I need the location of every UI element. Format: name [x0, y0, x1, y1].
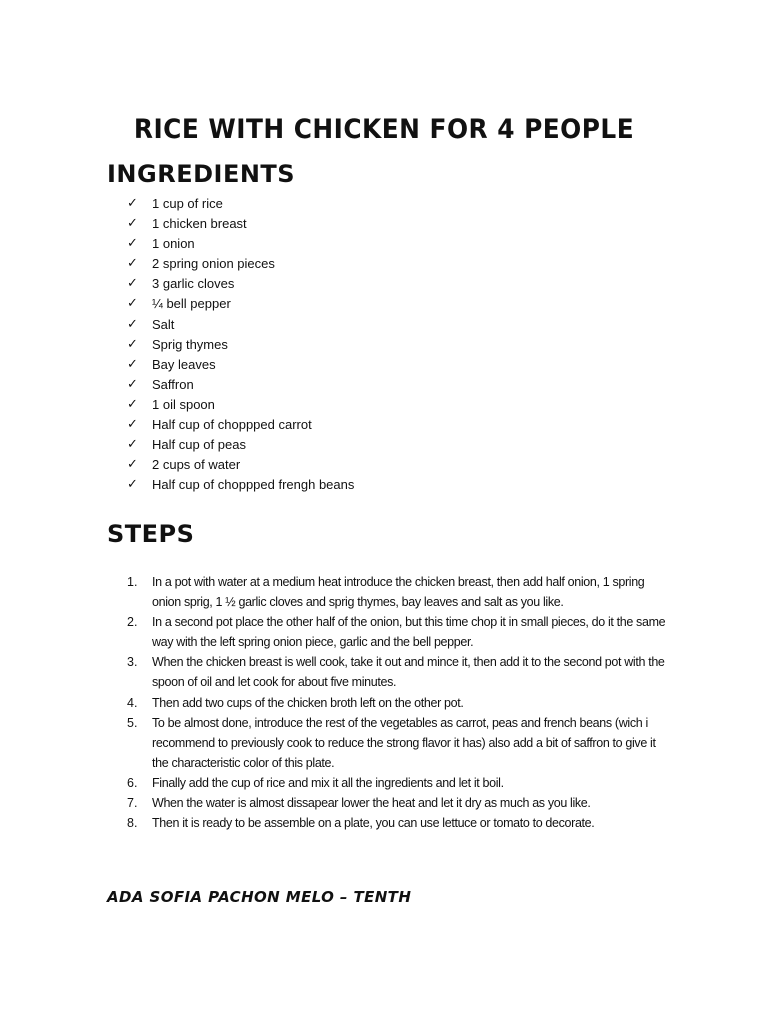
- ingredient-label: Bay leaves: [152, 356, 216, 372]
- list-item: [127, 793, 667, 813]
- list-item: [127, 435, 354, 455]
- list-item: [127, 214, 354, 234]
- step-number: 5.: [127, 715, 138, 730]
- step-number: 7.: [127, 796, 138, 811]
- checkmark-icon: ✓: [127, 316, 138, 332]
- list-item: [127, 315, 354, 335]
- ingredients-heading: INGREDIENTS: [107, 160, 296, 188]
- list-item: [127, 375, 354, 395]
- list-item: [127, 612, 667, 652]
- list-item: [127, 455, 354, 475]
- ingredient-label: ¼ bell pepper: [152, 296, 231, 312]
- step-text: Finally add the cup of rice and mix it all the ingredients and let it boil.: [152, 775, 504, 790]
- step-text: Then it is ready to be assemble on a plate, you can use lettuce or tomato to decorate.: [152, 816, 595, 831]
- step-number: 3.: [127, 655, 138, 670]
- checkmark-icon: ✓: [127, 396, 138, 412]
- checkmark-icon: ✓: [127, 477, 138, 493]
- list-item: [127, 773, 667, 793]
- ingredient-label: 1 chicken breast: [152, 216, 247, 232]
- checkmark-icon: ✓: [127, 376, 138, 392]
- checkmark-icon: ✓: [127, 276, 138, 292]
- steps-heading: STEPS: [107, 520, 195, 548]
- ingredient-label: Salt: [152, 316, 175, 332]
- list-item: [127, 415, 354, 435]
- ingredient-label: 1 onion: [152, 236, 195, 252]
- list-item: [127, 234, 354, 254]
- list-item: [127, 475, 354, 495]
- ingredient-list: [127, 194, 354, 495]
- ingredient-label: Half cup of choppped carrot: [152, 417, 312, 433]
- page-title: RICE WITH CHICKEN FOR 4 PEOPLE: [133, 114, 635, 146]
- checkmark-icon: ✓: [127, 437, 138, 453]
- step-text: In a pot with water at a medium heat introduce the chicken breast, then add half onion, 1 spring onion sprig, 1 ½ garlic cloves and sprig thymes, bay leaves and salt as you like.: [152, 575, 645, 610]
- list-item: [127, 335, 354, 355]
- step-text: To be almost done, introduce the rest of the vegetables as carrot, peas and french beans (wich i recommend to previously cook to reduce the strong flavor it has) also add a bit of saffron to give it the characteristic color of this plate.: [152, 715, 656, 770]
- list-item: [127, 713, 667, 773]
- step-number: 1.: [127, 575, 138, 589]
- checkmark-icon: ✓: [127, 417, 138, 433]
- step-text: When the water is almost dissapear lower the heat and let it dry as much as you like.: [152, 796, 591, 811]
- list-item: [127, 194, 354, 214]
- list-item: [127, 693, 667, 713]
- step-number: 4.: [127, 695, 138, 710]
- checkmark-icon: ✓: [127, 296, 138, 312]
- list-item: [127, 572, 667, 612]
- ingredient-label: Saffron: [152, 376, 194, 392]
- ingredient-label: Half cup of peas: [152, 437, 246, 453]
- list-item: [127, 294, 354, 314]
- ingredient-label: 1 cup of rice: [152, 196, 223, 211]
- step-text: When the chicken breast is well cook, take it out and mince it, then add it to the second pot with the spoon of oil and let cook for about five minutes.: [152, 655, 665, 690]
- list-item: [127, 395, 354, 415]
- step-number: 8.: [127, 816, 138, 831]
- checkmark-icon: ✓: [127, 216, 138, 232]
- list-item: [127, 813, 667, 833]
- ingredient-label: 2 spring onion pieces: [152, 256, 275, 272]
- ingredient-label: Sprig thymes: [152, 336, 228, 352]
- list-item: [127, 274, 354, 294]
- list-item: [127, 254, 354, 274]
- step-text: Then add two cups of the chicken broth left on the other pot.: [152, 695, 464, 710]
- step-text: In a second pot place the other half of the onion, but this time chop it in small pieces, do it the same way with the left spring onion piece, garlic and the bell pepper.: [152, 615, 666, 650]
- checkmark-icon: ✓: [127, 336, 138, 352]
- checkmark-icon: ✓: [127, 457, 138, 473]
- ingredient-label: 2 cups of water: [152, 457, 241, 473]
- ingredient-label: 1 oil spoon: [152, 396, 215, 412]
- step-number: 2.: [127, 615, 138, 630]
- step-list: [127, 572, 667, 833]
- checkmark-icon: ✓: [127, 356, 138, 372]
- checkmark-icon: ✓: [127, 236, 138, 252]
- step-number: 6.: [127, 775, 138, 790]
- list-item: [127, 652, 667, 692]
- list-item: [127, 355, 354, 375]
- ingredient-label: Half cup of choppped frengh beans: [152, 477, 355, 493]
- author-signature: ADA SOFIA PACHON MELO – TENTH: [107, 888, 412, 906]
- ingredient-label: 3 garlic cloves: [152, 276, 235, 292]
- checkmark-icon: ✓: [127, 256, 138, 272]
- checkmark-icon: ✓: [127, 196, 138, 211]
